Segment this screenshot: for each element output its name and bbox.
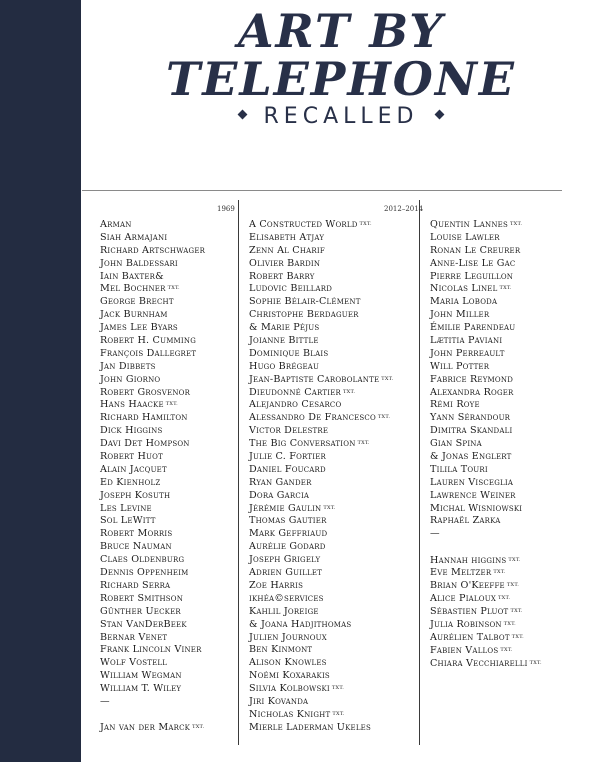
artist-name-text: Anne-Lise Le Gac [430, 257, 516, 269]
artist-name [249, 593, 394, 606]
artist-name [430, 361, 542, 374]
diamond-icon [237, 109, 247, 119]
artist-name [100, 567, 205, 580]
artist-name-text: Silvia Kolbowski [249, 683, 330, 695]
artist-name [430, 245, 542, 258]
artist-name [249, 283, 394, 296]
cover-spine [0, 0, 81, 762]
artist-name-text: Robert Barry [249, 270, 315, 282]
artist-name-text: Julien Journoux [249, 631, 327, 643]
artist-name [249, 271, 394, 284]
artist-name [249, 322, 394, 335]
artist-name-text: Robert Grosvenor [100, 386, 191, 398]
artist-name-text: Jack Burnham [100, 309, 168, 321]
artist-name-text: Nicolas Linel [430, 283, 498, 295]
txt-marker: TXT. [377, 414, 391, 421]
artist-name-text: Fabien Vallos [430, 644, 499, 656]
artist-name-text: Wolf Vostell [100, 657, 168, 669]
artist-name-text: Lawrence Weiner [430, 489, 516, 501]
artist-name-text: Aurélien Talbot [430, 631, 510, 643]
artist-name [430, 387, 542, 400]
artist-name-text: Richard Artschwager [100, 244, 206, 256]
artist-name-text: Stan VanDerBeek [100, 618, 187, 630]
artist-name [430, 645, 542, 658]
artist-name-text: Alain Jacquet [100, 463, 167, 475]
artist-name [249, 541, 394, 554]
artist-name [100, 348, 205, 361]
txt-marker: TXT. [342, 388, 356, 395]
artist-name [249, 580, 394, 593]
artist-name-text: Elisabeth Atjay [249, 231, 325, 243]
txt-marker: TXT. [323, 504, 336, 511]
artist-name [100, 722, 205, 735]
artist-name-text: Ryan Gander [249, 476, 312, 488]
artist-name [100, 425, 205, 438]
column-divider-left [238, 200, 239, 745]
artist-name-text: Richard Serra [100, 579, 171, 591]
artist-name [430, 322, 542, 335]
artist-name [249, 309, 394, 322]
txt-marker: TXT. [506, 582, 520, 589]
artist-name-text: Dora Garcia [249, 489, 310, 501]
artist-name-text: The Big Conversation [249, 438, 356, 450]
artist-name-text: Victor Delestre [249, 425, 329, 437]
artist-name [249, 709, 394, 722]
artist-name [100, 606, 205, 619]
artist-name-text: Adrien Guillet [249, 567, 323, 579]
txt-marker: TXT. [167, 285, 180, 292]
year-2012-2014: 2012–2014 [384, 205, 424, 213]
artist-name-text: Ludovic Beillard [249, 283, 333, 295]
artist-name-text: Lætitia Paviani [430, 335, 503, 347]
artist-name-text: Jiri Kovanda [249, 695, 309, 707]
artist-name-text: Kahlil Joreige [249, 605, 319, 617]
artist-name [100, 245, 205, 258]
artist-name [430, 490, 542, 503]
txt-marker: TXT. [498, 595, 511, 602]
artist-name [100, 709, 205, 722]
artist-name [100, 309, 205, 322]
artist-name [430, 296, 542, 309]
artist-name-text: Dennis Oppenheim [100, 567, 189, 579]
artist-name-text: Mel Bochner [100, 283, 166, 295]
artist-name-text: Mark Geffriaud [249, 528, 328, 540]
artist-name [430, 632, 542, 645]
artist-name [430, 515, 542, 528]
artist-name-text: Les Levine [100, 502, 152, 514]
artist-name-text: Joseph Kosuth [100, 489, 171, 501]
artist-name-text: Chiara Vecchiarelli [430, 657, 528, 669]
artist-name-text: Richard Hamilton [100, 412, 188, 424]
artist-name [100, 387, 205, 400]
artist-name-text: Davi Det Hompson [100, 438, 190, 450]
artist-name-text: Louise Lawler [430, 231, 500, 243]
artist-name-text: Brian O'Keeffe [430, 580, 505, 592]
artist-name-text: Robert Morris [100, 528, 173, 540]
artist-name [249, 619, 394, 632]
artist-name [100, 554, 205, 567]
artist-name [100, 412, 205, 425]
artist-name [100, 580, 205, 593]
artist-name-text: A Constructed World [249, 219, 358, 230]
artist-name [100, 477, 205, 490]
txt-marker: TXT. [529, 659, 542, 666]
title-line-1: ART BY [237, 4, 445, 58]
artist-name [430, 555, 542, 568]
artist-name [430, 464, 542, 477]
artist-name [249, 632, 394, 645]
diamond-icon [435, 109, 445, 119]
artist-name-text: Hannah higgins [430, 554, 507, 566]
artist-name-text: Robert Smithson [100, 592, 184, 604]
artist-name-text: & Joana Hadjithomas [249, 618, 352, 630]
title-line-2: TELEPHONE [166, 52, 516, 106]
artist-name [249, 670, 394, 683]
artist-name-text: François Dallegret [100, 347, 197, 359]
txt-marker: TXT. [508, 556, 521, 563]
artist-name [249, 528, 394, 541]
txt-marker: TXT. [192, 724, 205, 731]
artist-name-text: Alison Knowles [249, 657, 327, 669]
artist-name-text: Will Potter [430, 360, 490, 372]
artist-name [100, 374, 205, 387]
artist-name-text: Tilila Touri [430, 463, 488, 475]
artist-name [430, 399, 542, 412]
artist-name [430, 219, 542, 232]
artist-name [249, 232, 394, 245]
artist-name-text: Günther Uecker [100, 605, 181, 617]
artist-name [249, 657, 394, 670]
artist-column-3 [430, 219, 542, 671]
artist-name [249, 464, 394, 477]
artist-name-text: Bruce Nauman [100, 541, 172, 553]
txt-marker: TXT. [332, 710, 345, 717]
artist-name-text: Michal Wisniowski [430, 502, 523, 514]
artist-name-text: Dieudonné Cartier [249, 386, 341, 398]
artist-name-text: Olivier Bardin [249, 257, 321, 269]
artist-name-text: Nicholas Knight [249, 708, 331, 720]
artist-name-text: Hans Haacke [100, 399, 164, 411]
artist-name [100, 335, 205, 348]
year-1969: 1969 [217, 205, 235, 213]
artist-name-text: Daniel Foucard [249, 463, 326, 475]
artist-name-text: Ronan Le Creurer [430, 244, 521, 256]
artist-name-text: Joseph Grigely [249, 554, 321, 566]
artist-name-text: Claes Oldenburg [100, 554, 185, 566]
artist-name-text: Mierle Laderman Ukeles [249, 721, 371, 733]
artist-name [249, 451, 394, 464]
artist-name [430, 477, 542, 490]
artist-name [249, 296, 394, 309]
artist-name [430, 451, 542, 464]
artist-name-text: Ed Kienholz [100, 476, 161, 488]
txt-marker: TXT. [510, 608, 523, 615]
artist-name-text: Gian Spina [430, 438, 482, 450]
artist-name-text: Zoe Harris [249, 579, 304, 591]
artist-name-text: ikhéa©services [249, 592, 324, 604]
subtitle [82, 104, 600, 132]
artist-name [100, 619, 205, 632]
artist-name [100, 696, 205, 709]
artist-name [100, 644, 205, 657]
artist-name-text: Julie C. Fortier [249, 451, 326, 463]
artist-name [100, 503, 205, 516]
artist-name-text: William Wegman [100, 670, 182, 682]
artist-name-text: Alexandra Roger [430, 386, 514, 398]
artist-name-text: Alessandro De Francesco [249, 412, 376, 424]
txt-marker: TXT. [493, 569, 506, 576]
artist-name [249, 425, 394, 438]
txt-marker: TXT. [510, 221, 523, 227]
artist-name-text: Jean-Baptiste Carobolante [249, 373, 380, 385]
artist-name-text: Émilie Parendeau [430, 322, 516, 334]
artist-name [249, 644, 394, 657]
artist-name [249, 387, 394, 400]
artist-name-text: Eve Meltzer [430, 567, 492, 579]
txt-marker: TXT. [381, 375, 394, 382]
artist-name [100, 670, 205, 683]
subtitle-text: RECALLED [263, 104, 419, 129]
artist-name-text: Jérémie Gaulin [249, 502, 322, 514]
artist-name-text: Ben Kinmont [249, 644, 313, 656]
artist-name-text: Quentin Lannes [430, 219, 508, 230]
artist-name [430, 271, 542, 284]
artist-name-text: John Miller [430, 309, 490, 321]
artist-name [430, 606, 542, 619]
artist-name [430, 658, 542, 671]
artist-column-2 [249, 219, 394, 735]
artist-name-text: & Jonas Englert [430, 451, 512, 463]
txt-marker: TXT. [331, 685, 345, 692]
artist-name [100, 296, 205, 309]
txt-marker: TXT. [511, 633, 524, 640]
artist-name [249, 361, 394, 374]
artist-name-text: Dimitra Skandali [430, 425, 513, 437]
txt-marker: TXT. [499, 285, 512, 292]
txt-marker: TXT. [357, 440, 370, 447]
artist-name [430, 374, 542, 387]
artist-name [249, 567, 394, 580]
artist-name [100, 438, 205, 451]
artist-name [249, 374, 394, 387]
artist-name-text: Iain Baxter& [100, 270, 164, 282]
artist-name [430, 580, 542, 593]
artist-name-text: Jan Dibbets [100, 360, 156, 372]
artist-name [430, 541, 542, 554]
txt-marker: TXT. [359, 221, 372, 227]
txt-marker: TXT. [503, 621, 517, 628]
artist-name-text: Alice Pialoux [430, 593, 497, 605]
artist-name [430, 438, 542, 451]
artist-name-text: Yann Sérandour [430, 412, 511, 424]
artist-name-text: Zenn Al Charif [249, 244, 325, 256]
artist-name [430, 425, 542, 438]
artist-name [249, 335, 394, 348]
artist-name [100, 683, 205, 696]
artist-name-text: Bernar Venet [100, 631, 168, 643]
artist-name-text: Joianne Bittle [249, 335, 319, 347]
artist-name-text: John Perreault [430, 347, 505, 359]
artist-name [100, 632, 205, 645]
artist-name-text: Lauren Visceglia [430, 476, 514, 488]
artist-name [249, 438, 394, 451]
artist-name [430, 567, 542, 580]
artist-name-text: Julia Robinson [430, 619, 502, 631]
artist-name [249, 606, 394, 619]
artist-name-text: Pierre Leguillon [430, 270, 514, 282]
artist-name-text: William T. Wiley [100, 683, 182, 695]
artist-name [249, 503, 394, 516]
artist-name-text: Robert Huot [100, 451, 163, 463]
artist-name [430, 619, 542, 632]
artist-name-text: Thomas Gautier [249, 515, 327, 527]
artist-name-text: Aurélie Godard [249, 541, 326, 553]
artist-name [430, 309, 542, 322]
artist-name-text: George Brecht [100, 296, 174, 308]
artist-name-text: Jan van der Marck [100, 722, 191, 734]
artist-name [249, 722, 394, 735]
artist-name-text: John Giorno [100, 373, 161, 385]
artist-name-text: Fabrice Reymond [430, 373, 514, 385]
txt-marker: TXT. [165, 401, 179, 408]
artist-name-text: Dominique Blais [249, 347, 329, 359]
artist-name [249, 477, 394, 490]
artist-name-text: John Baldessari [100, 257, 178, 269]
artist-name [100, 541, 205, 554]
artist-name [100, 219, 205, 232]
artist-name-text: Sébastien Pluot [430, 606, 509, 618]
artist-name-text: Robert H. Cumming [100, 335, 197, 347]
artist-name-text: Noémi Koxarakis [249, 670, 330, 682]
artist-name-text: Christophe Berdaguer [249, 309, 359, 321]
artist-column-1 [100, 219, 205, 735]
artist-name [100, 361, 205, 374]
artist-name [430, 593, 542, 606]
artist-name-text: Hugo Brégeau [249, 360, 320, 372]
artist-name [249, 348, 394, 361]
artist-name-text: James Lee Byars [100, 322, 178, 334]
artist-name [100, 593, 205, 606]
artist-name [249, 245, 394, 258]
artist-name [430, 348, 542, 361]
artist-name-text: Arman [100, 219, 132, 230]
artist-name-text: Frank Lincoln Viner [100, 644, 202, 656]
artist-name [100, 464, 205, 477]
artist-name [249, 219, 394, 232]
artist-name [100, 451, 205, 464]
artist-name [249, 696, 394, 709]
artist-name [249, 490, 394, 503]
artist-name [430, 412, 542, 425]
artist-name [100, 515, 205, 528]
artist-name [430, 258, 542, 271]
artist-name [249, 258, 394, 271]
artist-name [430, 232, 542, 245]
artist-name [249, 399, 394, 412]
artist-name [100, 258, 205, 271]
artist-name [100, 399, 205, 412]
txt-marker: TXT. [500, 646, 513, 653]
artist-name [100, 283, 205, 296]
artist-name [430, 283, 542, 296]
artist-name [100, 528, 205, 541]
artist-name-text: Dick Higgins [100, 425, 163, 437]
artist-name [100, 490, 205, 503]
artist-name-text: Alejandro Cesarco [249, 399, 342, 411]
artist-name-text: Maria Loboda [430, 296, 498, 308]
artist-name [249, 515, 394, 528]
artist-name-text: Sol LeWitt [100, 515, 156, 527]
artist-name [100, 271, 205, 284]
artist-name-text: & Marie Péjus [249, 322, 320, 334]
artist-name-text: Raphaël Zarka [430, 515, 501, 527]
artist-name-text: Rémi Roye [430, 399, 480, 411]
artist-name [100, 322, 205, 335]
artist-name [100, 657, 205, 670]
artist-name [430, 335, 542, 348]
artist-name [100, 232, 205, 245]
artist-name-text: Siah Armajani [100, 231, 168, 243]
artist-name-text: — [430, 528, 440, 540]
artist-name [430, 528, 542, 541]
horizontal-rule [82, 190, 562, 191]
artist-name [249, 554, 394, 567]
artist-name [249, 412, 394, 425]
artist-name-text: — [100, 695, 110, 707]
artist-name [430, 503, 542, 516]
column-divider-right [419, 200, 420, 745]
artist-name [249, 683, 394, 696]
artist-name-text: Sophie Bélair-Clément [249, 296, 361, 308]
